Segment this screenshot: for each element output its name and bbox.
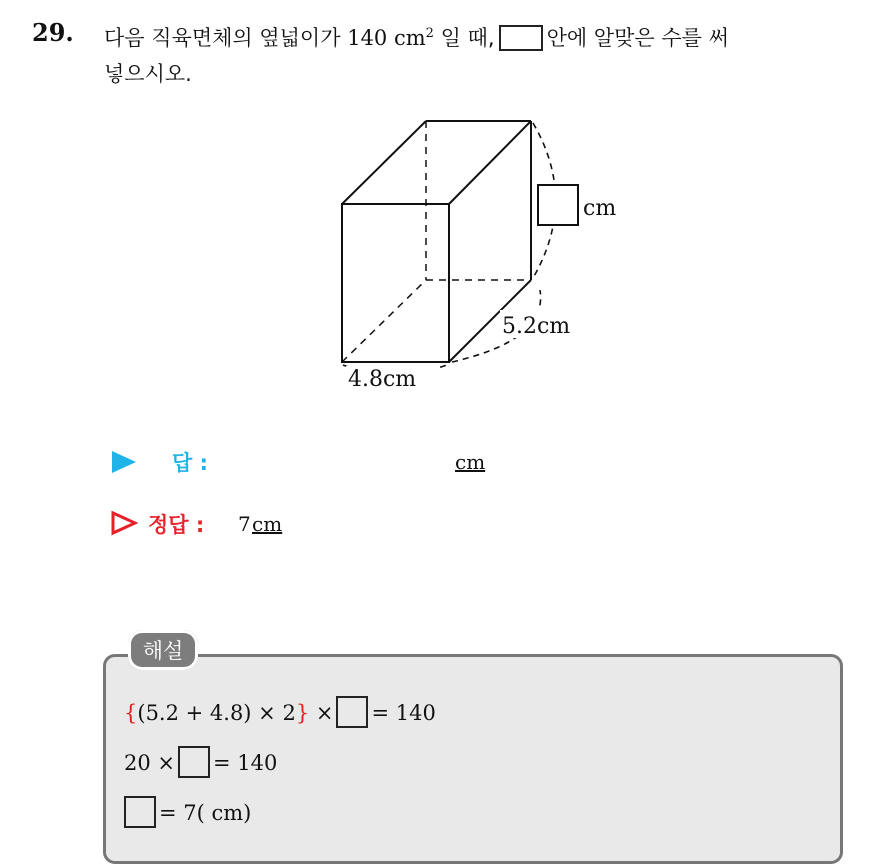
correct-play-outline-icon (110, 510, 138, 536)
equation-2 (124, 746, 277, 778)
explanation-tab: 해설 (128, 630, 198, 670)
equation-1 (124, 696, 436, 728)
depth-label: 5.2cm (502, 314, 571, 339)
question-text-mid: 일 때, (440, 26, 495, 50)
eq3-rhs: = 7( cm) (159, 801, 252, 825)
correct-unit: cm (252, 512, 283, 536)
area-value: 140 (347, 26, 388, 50)
question-line-2: 넣으시오. (104, 62, 192, 86)
height-unit-label: cm (583, 196, 617, 221)
eq2-rhs: = 140 (213, 751, 278, 775)
eq2-blank-box (178, 746, 210, 778)
eq1-mid: (5.2 + 4.8) × 2 (137, 701, 296, 725)
eq3-blank-box (124, 796, 156, 828)
area-unit: cm (393, 26, 426, 50)
eq1-blank-box (336, 696, 368, 728)
answer-label: 답 : (172, 451, 208, 475)
correct-value: 7 (238, 512, 251, 536)
equation-3 (124, 796, 251, 828)
area-exponent: 2 (425, 26, 434, 41)
eq1-times: × (315, 701, 334, 725)
answer-play-icon (110, 449, 138, 475)
answer-unit: cm (455, 450, 486, 474)
question-text-end: 안에 알맞은 수를 써 (546, 26, 729, 50)
width-label: 4.8cm (348, 367, 417, 392)
eq2-lhs: 20 × (124, 751, 175, 775)
correct-label: 정답 : (148, 513, 205, 537)
question-text-start: 다음 직육면체의 옆넓이가 (104, 26, 341, 50)
height-blank-box (538, 185, 578, 225)
eq1-open-brace: { (124, 701, 138, 725)
eq1-rhs: = 140 (371, 701, 436, 725)
question-number: 29. (32, 18, 74, 47)
eq1-close-brace: } (295, 701, 310, 725)
